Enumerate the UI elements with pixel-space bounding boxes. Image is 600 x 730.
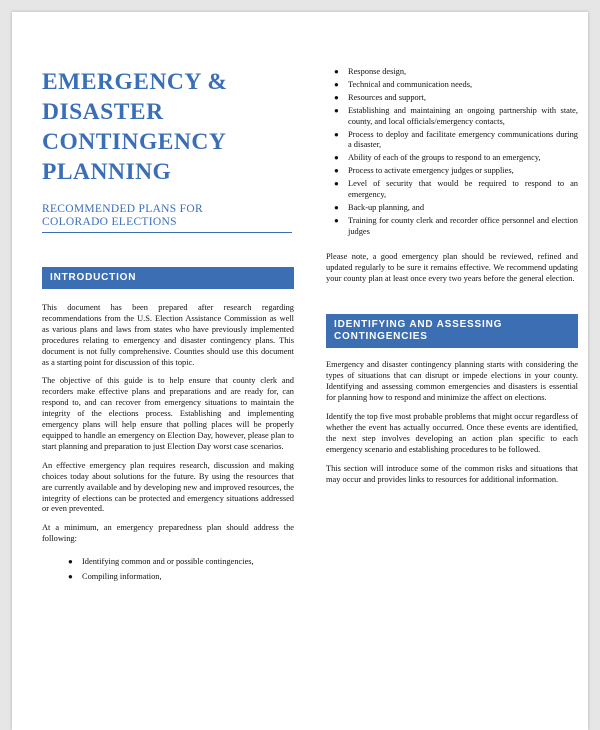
document-subtitle — [42, 203, 292, 233]
intro-paragraph: At a minimum, an emergency preparedness plan should address the following: — [42, 523, 294, 544]
list-item: ● Establishing and maintaining an ongoing partnership with state, county, and local officials/emergency contacts, — [334, 105, 578, 126]
subtitle-line: RECOMMENDED PLANS FOR — [42, 203, 203, 215]
title-line: PLANNING — [42, 159, 172, 185]
list-item: ● Response design, — [334, 67, 407, 76]
bullet-icon: ● — [334, 105, 339, 115]
title-line: DISASTER — [42, 99, 164, 125]
list-item: ● Process to activate emergency judges or supplies, — [334, 166, 514, 176]
identifying-heading: IDENTIFYING AND ASSESSING CONTINGENCIES — [326, 314, 578, 348]
list-item: ● Resources and support, — [334, 92, 426, 102]
bullet-icon: ● — [334, 67, 339, 76]
list-item: ● Ability of each of the groups to respond to an emergency, — [334, 153, 541, 163]
right-column — [326, 67, 578, 493]
left-column — [42, 67, 294, 587]
list-item: ● Process to deploy and facilitate emergency communications during a disaster, — [334, 129, 578, 150]
bullet-icon: ● — [68, 572, 73, 582]
intro-paragraph: This document has been prepared after research regarding recommendations from the U.S. Election Assistance Commission as well as various plans and laws from states who have previously implemented procedures relating to emergency and disaster contingency plans. This document is not fully comprehensive. Counties should use this document as a starting point for discussion of this topic. — [42, 303, 294, 367]
title-line: EMERGENCY & — [42, 69, 228, 95]
bullet-icon: ● — [334, 153, 339, 163]
list-item: ● Back-up planning, and — [334, 202, 425, 212]
bullet-icon: ● — [334, 129, 339, 139]
bullet-icon: ● — [334, 179, 339, 189]
title-line: CONTINGENCY — [42, 129, 227, 155]
intro-paragraph: The objective of this guide is to help ensure that county clerk and recorders make effective plans and preparations and are ready for, can respond to, and can recover from emergency situations to maintain the integrity of the elections process. Establishing and implementing emergency plans will help ensure that polling places will be properly equipped to handle an emergency on Election Day, however, please plan to start planning and preparation to just Election Day worst case scenarios. — [42, 376, 294, 451]
document-page — [12, 12, 588, 730]
bullet-icon: ● — [68, 557, 73, 567]
identifying-paragraph: Identify the top five most probable problems that might occur regardless of whether the event has actually occurred. Once these events are identified, the next step involves developing an action plan specific to each emergency scenario and establishing procedures to be followed. — [326, 412, 578, 454]
preparedness-list-continued — [334, 67, 578, 238]
bullet-icon: ● — [334, 166, 339, 176]
intro-paragraph: An effective emergency plan requires research, discussion and making choices today about solutions for the future. By using the resources that are currently available and by developing new and improved resources, the integrity of elections can be protected and emergency situations addressed or even prevented. — [42, 460, 294, 514]
bullet-icon: ● — [334, 79, 339, 89]
list-item: ● Training for county clerk and recorder office personnel and election judges — [334, 215, 578, 236]
bullet-icon: ● — [334, 215, 339, 225]
introduction-heading: INTRODUCTION — [42, 267, 294, 289]
identifying-paragraph: This section will introduce some of the common risks and situations that may occur and provides links to resources for additional information. — [326, 463, 578, 484]
list-item: ● Technical and communication needs, — [334, 79, 473, 89]
document-title — [42, 67, 294, 187]
bullet-icon: ● — [334, 92, 339, 102]
identifying-paragraph: Emergency and disaster contingency planning starts with considering the types of situations that can disrupt or impede elections in your county. Identifying and assessing common emergencies and disasters is essential for planning how to respond and minimize the affect on elections. — [326, 360, 578, 403]
list-item: ● Level of security that would be required to respond to an emergency, — [334, 179, 578, 200]
preparedness-list — [68, 557, 294, 583]
subtitle-line: COLORADO ELECTIONS — [42, 216, 177, 228]
review-note: Please note, a good emergency plan should be reviewed, refined and updated regularly to be sure it remains effective. We recommend updating your county plan at least once every two years before the general election. — [326, 251, 578, 283]
bullet-icon: ● — [334, 202, 339, 212]
list-item: ● Identifying common and or possible contingencies, — [68, 557, 254, 567]
list-item: ● Compiling information, — [68, 572, 162, 582]
